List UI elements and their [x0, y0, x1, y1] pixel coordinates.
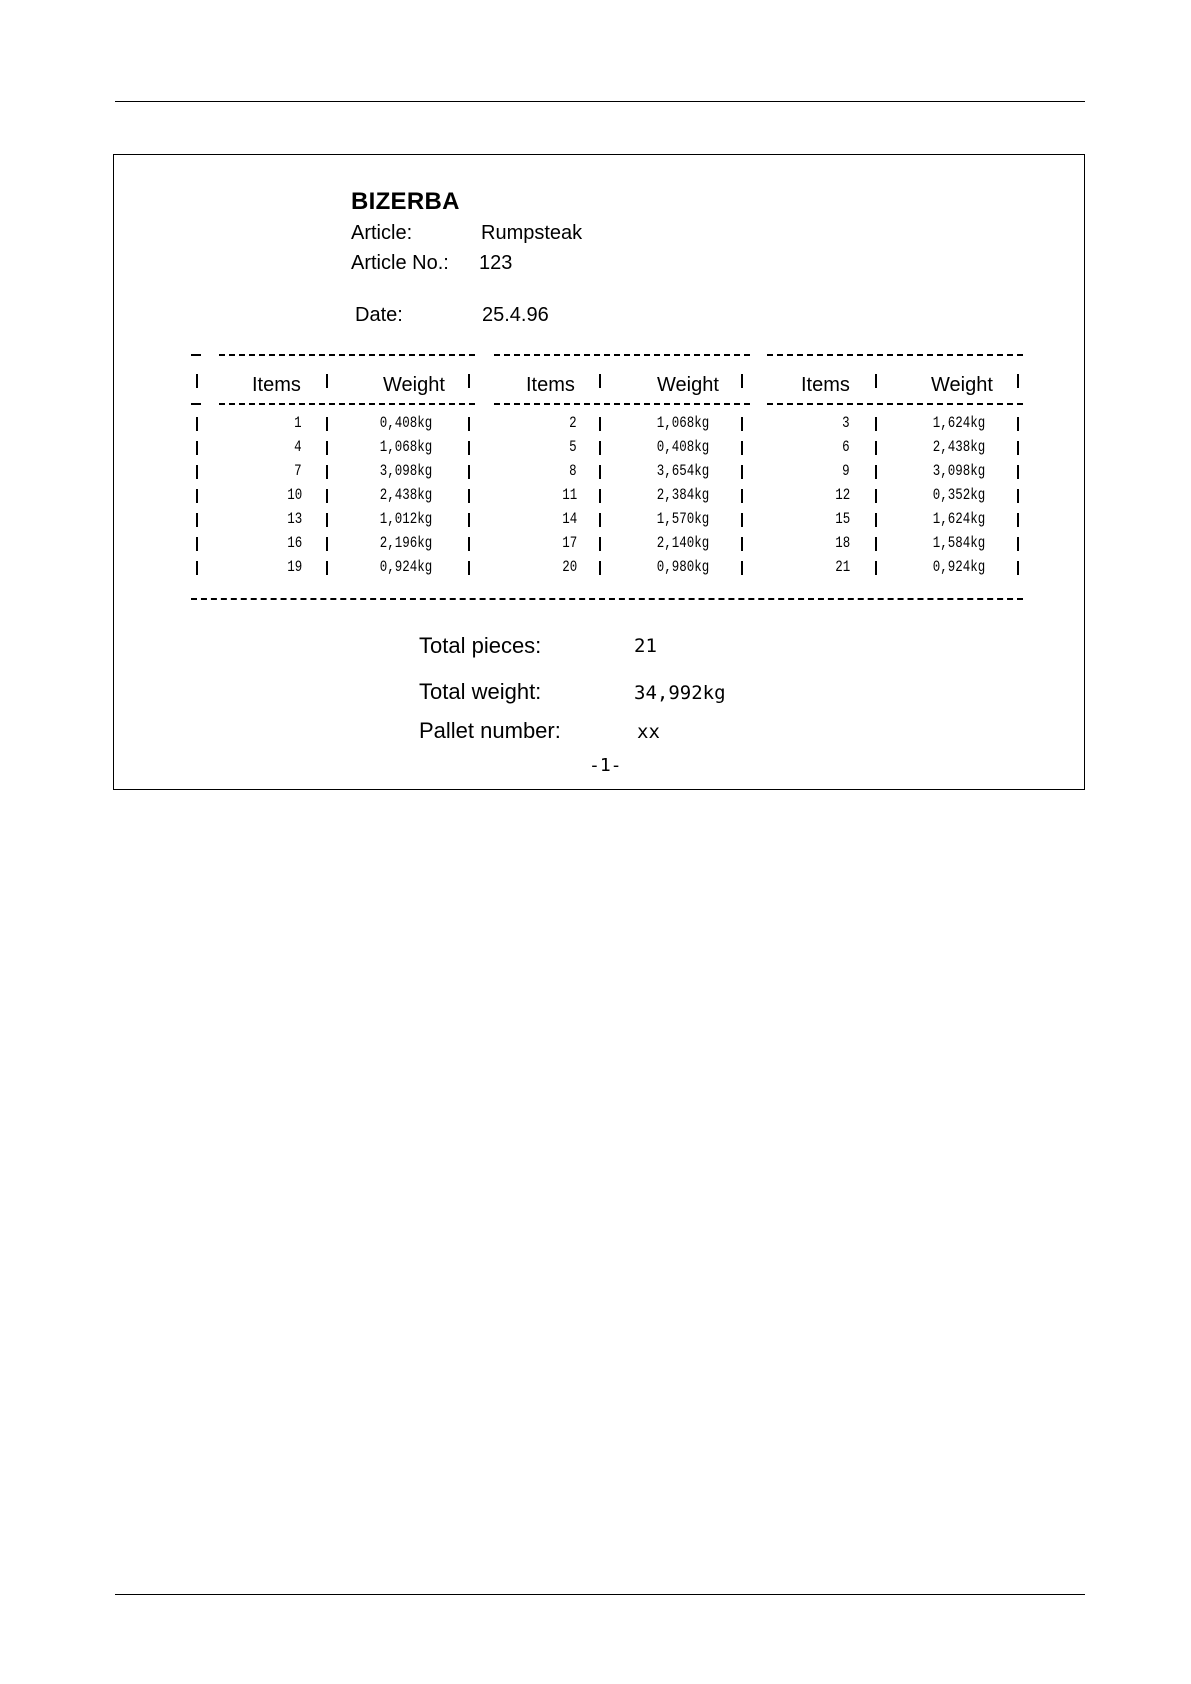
table-rule-top-b: [219, 354, 475, 356]
item-number-cell: 18: [835, 534, 850, 552]
row-separator: [875, 465, 877, 479]
date-value: 25.4.96: [482, 304, 549, 326]
row-separator: [1017, 561, 1019, 575]
row-separator: [599, 561, 601, 575]
row-separator: [599, 417, 601, 431]
weight-cell: 1,068kg: [656, 414, 709, 432]
item-number-cell: 13: [287, 510, 302, 528]
column-header-items: Items: [252, 374, 301, 396]
row-separator: [468, 537, 470, 551]
weight-cell: 0,924kg: [379, 558, 432, 576]
row-separator: [599, 513, 601, 527]
column-header-weight: Weight: [931, 374, 993, 396]
pallet-number-value: xx: [637, 721, 660, 743]
table-rule-mid-a: [191, 403, 201, 405]
header-separator: [468, 374, 470, 388]
row-separator: [196, 489, 198, 503]
row-separator: [875, 417, 877, 431]
weight-cell: 0,408kg: [656, 438, 709, 456]
row-separator: [326, 441, 328, 455]
row-separator: [741, 441, 743, 455]
item-number-cell: 2: [569, 414, 577, 432]
brand-name: BIZERBA: [351, 188, 460, 215]
column-header-weight: Weight: [383, 374, 445, 396]
row-separator: [875, 513, 877, 527]
item-number-cell: 19: [287, 558, 302, 576]
weight-cell: 1,584kg: [932, 534, 985, 552]
row-separator: [468, 513, 470, 527]
item-number-cell: 21: [835, 558, 850, 576]
row-separator: [1017, 537, 1019, 551]
row-separator: [326, 417, 328, 431]
weight-cell: 2,140kg: [656, 534, 709, 552]
row-separator: [326, 489, 328, 503]
weight-cell: 0,352kg: [932, 486, 985, 504]
date-label: Date:: [355, 304, 403, 326]
header-separator: [875, 374, 877, 388]
row-separator: [196, 513, 198, 527]
item-number-cell: 7: [294, 462, 302, 480]
item-number-cell: 8: [569, 462, 577, 480]
row-separator: [468, 489, 470, 503]
row-separator: [599, 537, 601, 551]
weight-cell: 3,098kg: [379, 462, 432, 480]
header-separator: [741, 374, 743, 388]
total-pieces-label: Total pieces:: [419, 633, 542, 658]
row-separator: [599, 441, 601, 455]
weight-cell: 1,012kg: [379, 510, 432, 528]
weight-cell: 1,570kg: [656, 510, 709, 528]
weight-cell: 2,384kg: [656, 486, 709, 504]
row-separator: [196, 441, 198, 455]
header-separator: [599, 374, 601, 388]
article-no-value: 123: [479, 252, 513, 274]
weight-cell: 1,068kg: [379, 438, 432, 456]
article-no-label: Article No.:: [351, 252, 449, 274]
header-separator: [196, 374, 198, 388]
total-weight-value: 34,992kg: [634, 682, 726, 704]
item-number-cell: 5: [569, 438, 577, 456]
item-number-cell: 17: [562, 534, 577, 552]
weight-cell: 2,438kg: [379, 486, 432, 504]
row-separator: [741, 513, 743, 527]
row-separator: [741, 537, 743, 551]
row-separator: [875, 441, 877, 455]
page-marker: -1-: [589, 755, 622, 776]
row-separator: [741, 417, 743, 431]
row-separator: [741, 489, 743, 503]
item-number-cell: 20: [562, 558, 577, 576]
item-number-cell: 1: [294, 414, 302, 432]
row-separator: [196, 561, 198, 575]
item-number-cell: 6: [842, 438, 850, 456]
weight-cell: 1,624kg: [932, 414, 985, 432]
pallet-number-label: Pallet number:: [419, 718, 561, 743]
row-separator: [1017, 441, 1019, 455]
row-separator: [1017, 489, 1019, 503]
footer-rule: [115, 1594, 1085, 1595]
table-rule-bottom: [191, 598, 1023, 600]
item-number-cell: 14: [562, 510, 577, 528]
scale-printout: [113, 154, 1085, 790]
header-separator: [326, 374, 328, 388]
row-separator: [326, 465, 328, 479]
total-weight-label: Total weight:: [419, 679, 542, 704]
row-separator: [326, 561, 328, 575]
row-separator: [875, 537, 877, 551]
column-header-items: Items: [801, 374, 850, 396]
table-rule-top-c: [494, 354, 750, 356]
weight-cell: 0,980kg: [656, 558, 709, 576]
weight-cell: 1,624kg: [932, 510, 985, 528]
item-number-cell: 15: [835, 510, 850, 528]
weight-cell: 0,408kg: [379, 414, 432, 432]
item-number-cell: 3: [842, 414, 850, 432]
row-separator: [1017, 417, 1019, 431]
row-separator: [196, 537, 198, 551]
column-header-weight: Weight: [657, 374, 719, 396]
row-separator: [468, 417, 470, 431]
item-number-cell: 11: [562, 486, 577, 504]
item-number-cell: 12: [835, 486, 850, 504]
table-rule-top-a: [191, 354, 201, 356]
table-rule-mid-d: [767, 403, 1023, 405]
item-number-cell: 16: [287, 534, 302, 552]
row-separator: [1017, 513, 1019, 527]
item-number-cell: 9: [842, 462, 850, 480]
row-separator: [196, 465, 198, 479]
weight-cell: 2,196kg: [379, 534, 432, 552]
row-separator: [468, 561, 470, 575]
header-rule: [115, 101, 1085, 102]
row-separator: [741, 465, 743, 479]
item-number-cell: 10: [287, 486, 302, 504]
row-separator: [875, 489, 877, 503]
column-header-items: Items: [526, 374, 575, 396]
item-number-cell: 4: [294, 438, 302, 456]
header-separator: [1017, 374, 1019, 388]
table-rule-mid-b: [219, 403, 475, 405]
row-separator: [875, 561, 877, 575]
article-value: Rumpsteak: [481, 222, 583, 244]
row-separator: [741, 561, 743, 575]
weight-cell: 3,098kg: [932, 462, 985, 480]
row-separator: [326, 513, 328, 527]
row-separator: [599, 489, 601, 503]
weight-cell: 0,924kg: [932, 558, 985, 576]
weight-cell: 3,654kg: [656, 462, 709, 480]
row-separator: [468, 441, 470, 455]
row-separator: [1017, 465, 1019, 479]
row-separator: [599, 465, 601, 479]
row-separator: [196, 417, 198, 431]
row-separator: [326, 537, 328, 551]
weight-cell: 2,438kg: [932, 438, 985, 456]
table-rule-top-d: [767, 354, 1023, 356]
total-pieces-value: 21: [634, 635, 657, 657]
article-label: Article:: [351, 222, 413, 244]
table-rule-mid-c: [494, 403, 750, 405]
row-separator: [468, 465, 470, 479]
